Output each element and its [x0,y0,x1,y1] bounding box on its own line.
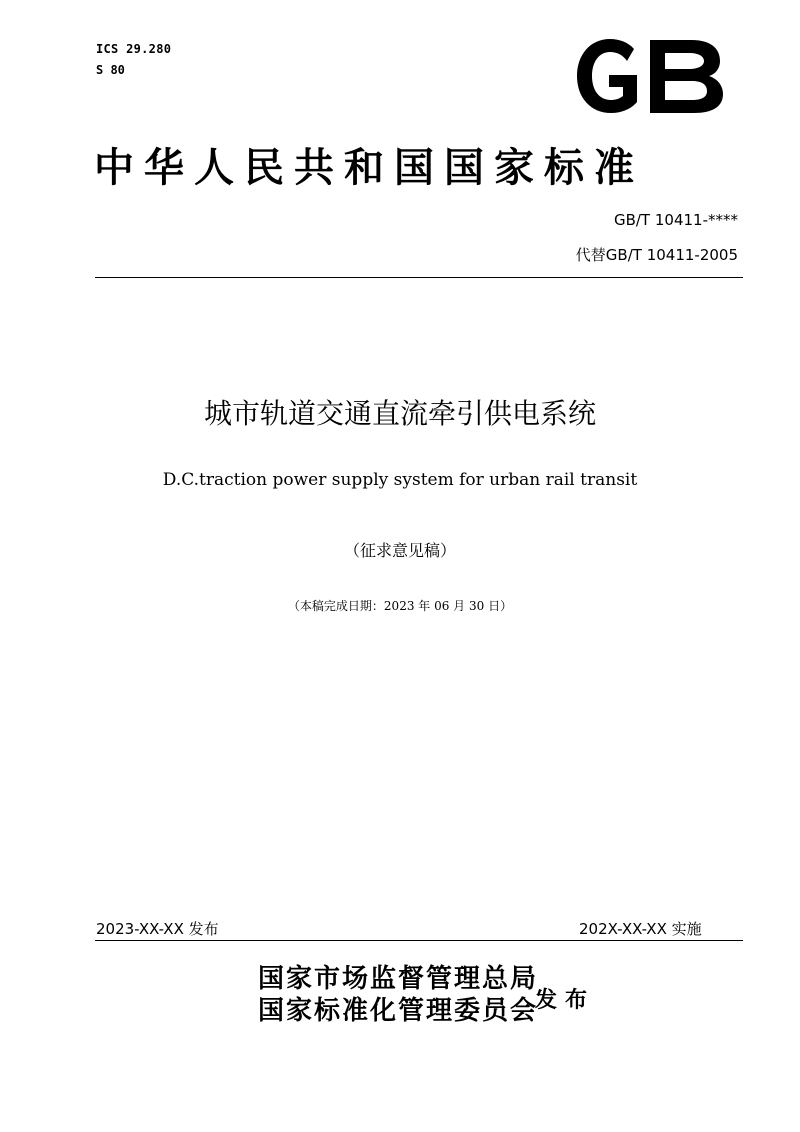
footer-divider [95,940,743,941]
replaced-standard: 代替GB/T 10411-2005 [575,246,738,264]
gb-logo [572,35,728,117]
issuer-samr: 国家市场监督管理总局 [258,964,539,994]
national-standard-title: 中华人民共和国国家标准 [94,144,644,191]
implementation-date: 202X-XX-XX 实施 [579,920,702,938]
classification-code: S 80 [96,63,125,77]
document-title-en: D.C.traction power supply system for urban rail transit [162,470,638,490]
issue-date: 2023-XX-XX 发布 [96,920,219,938]
issuer-sac: 国家标准化管理委员会 [258,996,539,1026]
issue-word: 发布 [535,987,596,1013]
ics-code: ICS 29.280 [96,42,172,56]
completion-date: （本稿完成日期：2023 年 06 月 30 日） [287,599,513,613]
issuing-authorities [258,963,538,1027]
draft-label: （征求意见稿） [343,541,456,560]
document-title-cn: 城市轨道交通直流牵引供电系统 [203,397,596,430]
header-divider [95,277,743,278]
standard-number: GB/T 10411-**** [613,211,738,229]
